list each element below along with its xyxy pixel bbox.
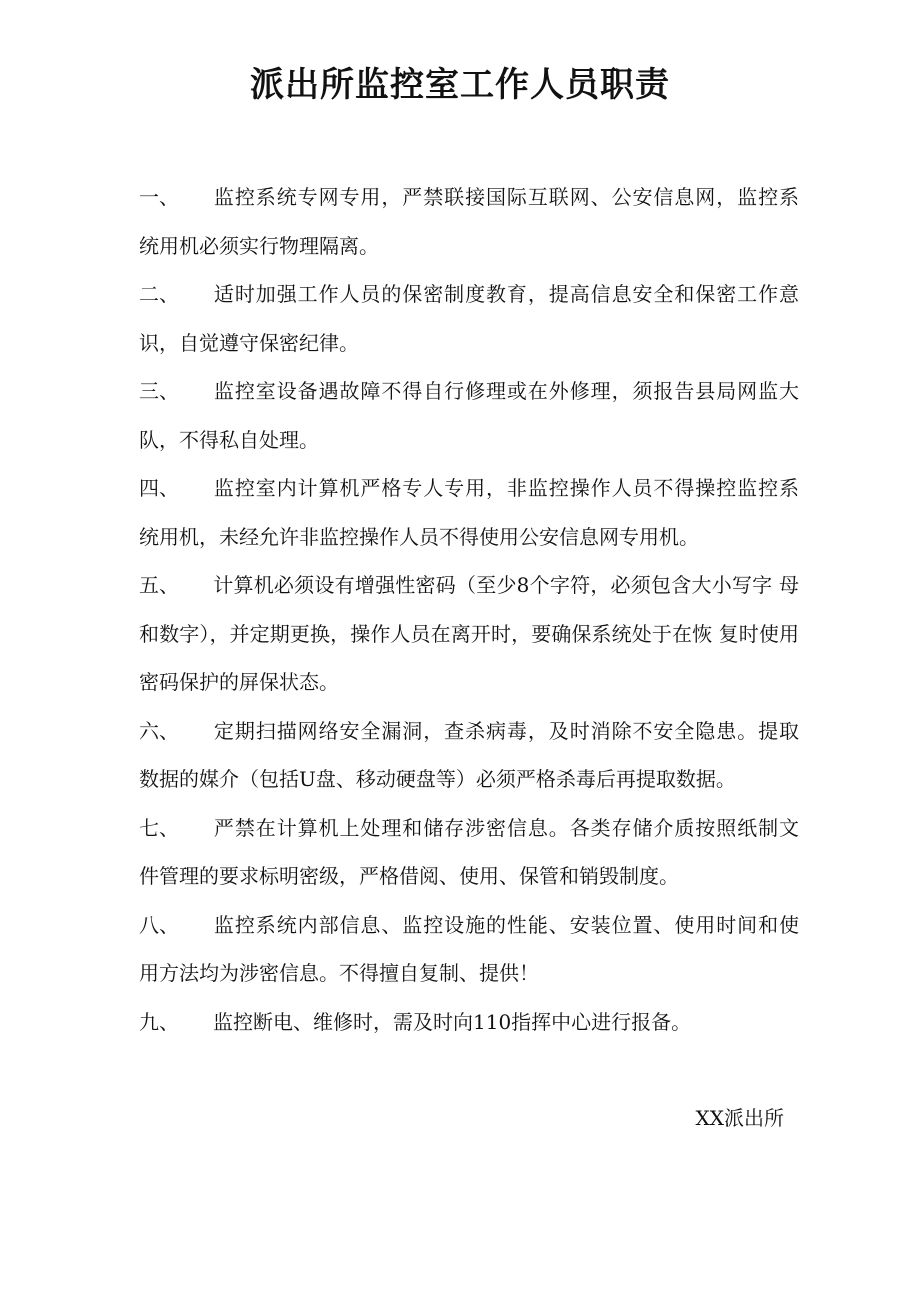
duty-text: 定期扫描网络安全漏洞，查杀病毒，及时消除不安全隐患。提取 数据的媒介（包括U盘、移动硬盘等）必须严格杀毒后再提取数据。 [139, 718, 799, 791]
duty-item-4 [139, 464, 799, 561]
duty-item-6 [139, 707, 799, 804]
signature: XX派出所 [695, 1106, 784, 1130]
duty-number: 三、 [139, 379, 179, 403]
duty-text: 计算机必须设有增强性密码（至少8个字符，必须包含大小写字 母和数字），并定期更换，操作人员在离开时，要确保系统处于在恢 复时使用密码保护的屏保状态。 [139, 573, 799, 694]
document-title: 派出所监控室工作人员职责 [250, 65, 670, 105]
duty-text: 监控室内计算机严格专人专用，非监控操作人员不得操控监控系 统用机，未经允许非监控操作人员不得使用公安信息网专用机。 [139, 476, 799, 549]
duty-text: 监控系统内部信息、监控设施的性能、安装位置、使用时间和使 用方法均为涉密信息。不得擅自复制、提供！ [139, 912, 799, 985]
duty-number: 一、 [139, 185, 179, 209]
duty-list [139, 173, 799, 1046]
duty-item-5 [139, 561, 799, 707]
duty-number: 六、 [139, 718, 179, 743]
duty-item-8 [139, 901, 799, 998]
duty-text: 监控系统专网专用，严禁联接国际互联网、公安信息网，监控系 统用机必须实行物理隔离。 [139, 185, 799, 258]
duty-item-1 [139, 173, 799, 270]
duty-text: 适时加强工作人员的保密制度教育，提高信息安全和保密工作意 识，自觉遵守保密纪律。 [139, 282, 799, 355]
duty-text: 监控室设备遇故障不得自行修理或在外修理，须报告县局网监大 队，不得私自处理。 [139, 379, 799, 452]
duty-number: 九、 [139, 1009, 179, 1034]
duty-text: 严禁在计算机上处理和储存涉密信息。各类存储介质按照纸制文 件管理的要求标明密级，严格借阅、使用、保管和销毁制度。 [139, 815, 799, 888]
duty-text: 监控断电、维修时，需及时向110指挥中心进行报备。 [213, 1009, 692, 1034]
duty-number: 七、 [139, 815, 179, 840]
duty-item-7 [139, 804, 799, 901]
duty-item-9 [139, 998, 799, 1047]
duty-item-3 [139, 367, 799, 464]
duty-number: 二、 [139, 282, 179, 306]
duty-number: 八、 [139, 912, 179, 937]
duty-number: 四、 [139, 476, 179, 500]
duty-number: 五、 [139, 573, 179, 597]
duty-item-2 [139, 270, 799, 367]
